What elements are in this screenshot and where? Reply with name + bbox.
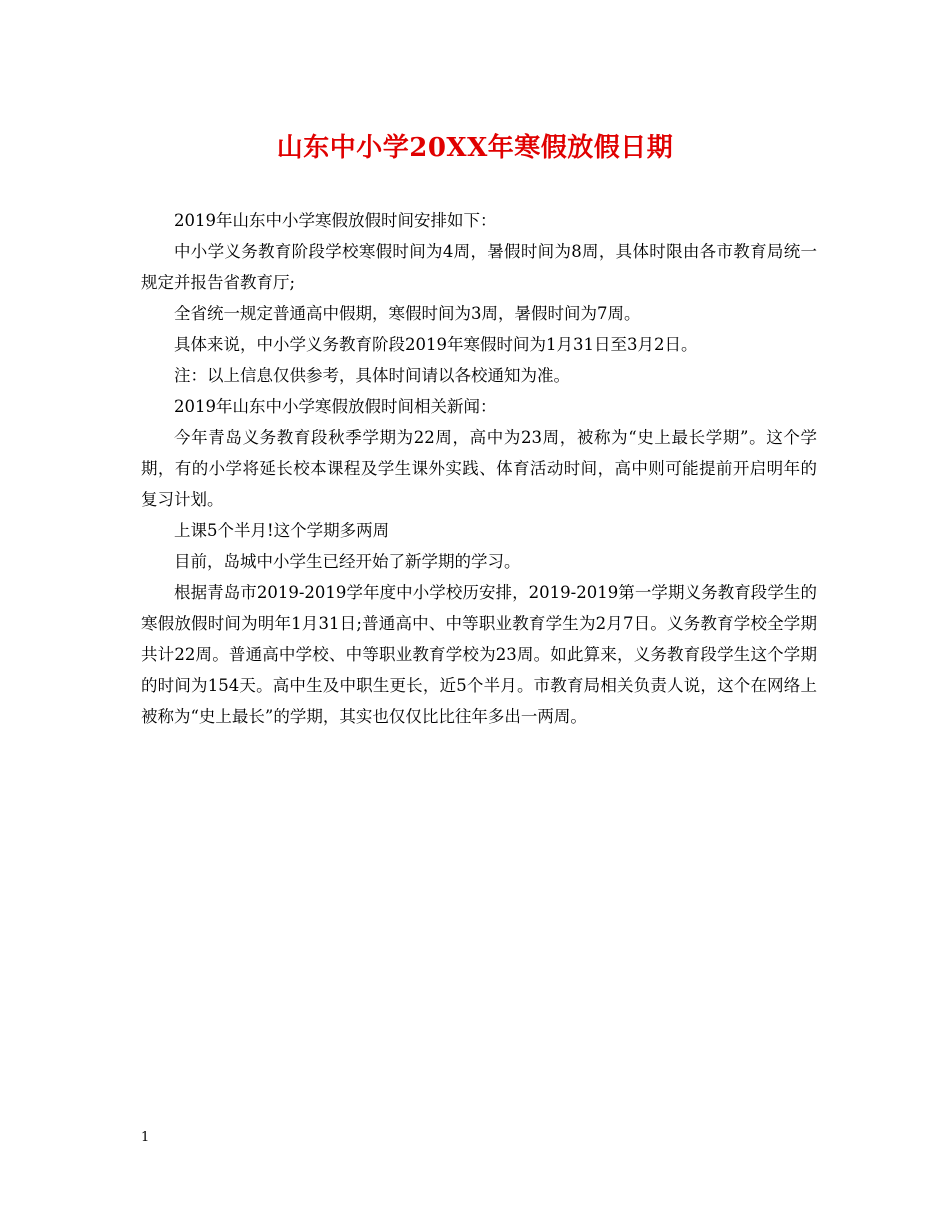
paragraph-1: 2019年山东中小学寒假放假时间安排如下： bbox=[174, 211, 497, 230]
paragraph-10: 根据青岛市2019-2019学年度中小学校历安排，2019-2019第一学期义务教育段学生的寒假放假时间为明年1月31日;普通高中、中等职业教育学生为2月7日。义务教育学校全学期共计22周。普通高中学校、中等职业教育学校为23周。如此算来，义务教育段学生这个学期的时间为154天。高中生及中职生更长，近5个半月。市教育局相关负责人说，这个在网络上被称为“史上最长”的学期，其实也仅仅比比往年多出一两周。 bbox=[141, 583, 817, 726]
page-number: 1 bbox=[141, 1130, 150, 1145]
paragraph-3: 全省统一规定普通高中假期，寒假时间为3周，暑假时间为7周。 bbox=[174, 304, 641, 323]
document-body bbox=[141, 205, 817, 732]
paragraph-2: 中小学义务教育阶段学校寒假时间为4周，暑假时间为8周，具体时限由各市教育局统一规定并报告省教育厅; bbox=[141, 242, 817, 292]
paragraph-7: 今年青岛义务教育段秋季学期为22周，高中为23周，被称为“史上最长学期”。这个学期，有的小学将延长校本课程及学生课外实践、体育活动时间，高中则可能提前开启明年的复习计划。 bbox=[141, 428, 817, 509]
paragraph-4: 具体来说，中小学义务教育阶段2019年寒假时间为1月31日至3月2日。 bbox=[174, 335, 698, 354]
paragraph-5: 注：以上信息仅供参考，具体时间请以各校通知为准。 bbox=[174, 366, 570, 385]
paragraph-9: 目前，岛城中小学生已经开始了新学期的学习。 bbox=[174, 552, 521, 571]
paragraph-6: 2019年山东中小学寒假放假时间相关新闻： bbox=[174, 397, 497, 416]
paragraph-8: 上课5个半月!这个学期多两周 bbox=[174, 521, 390, 540]
document-title: 山东中小学20XX年寒假放假日期 bbox=[276, 133, 674, 163]
